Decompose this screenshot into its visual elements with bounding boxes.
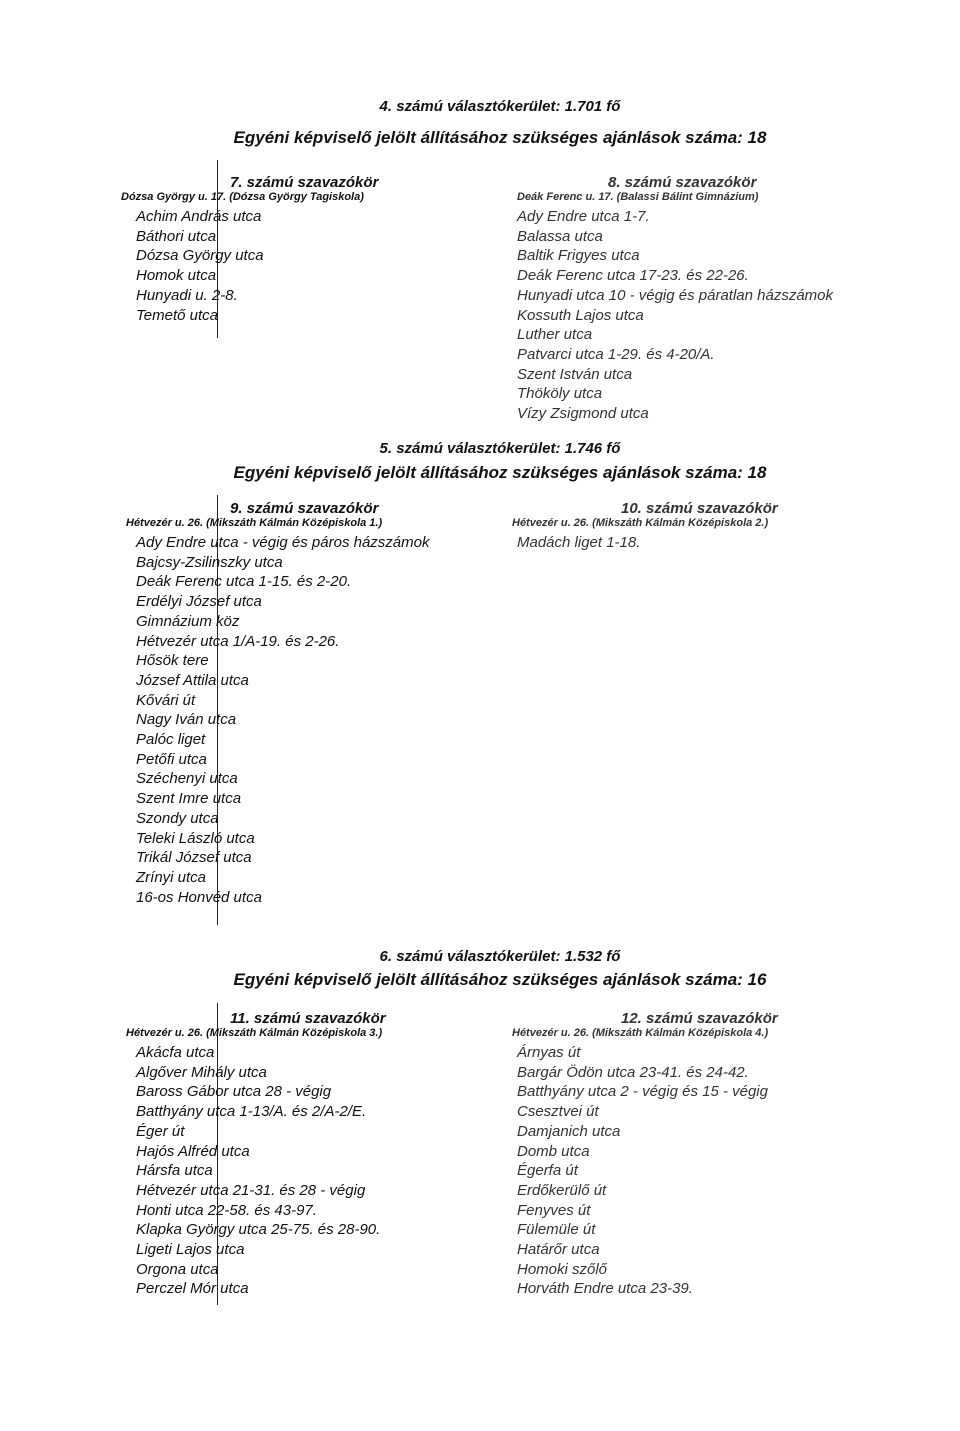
list-item: Vízy Zsigmond utca bbox=[517, 405, 649, 423]
list-item: Ady Endre utca - végig és páros házszámok bbox=[136, 534, 430, 551]
list-item: Bargár Ödön utca 23-41. és 24-42. bbox=[517, 1063, 749, 1081]
list-item: Határőr utca bbox=[517, 1241, 600, 1259]
list-item: Baross Gábor utca 28 - végig bbox=[136, 1083, 332, 1101]
precinct-location: Deák Ferenc u. 17. (Balassi Bálint Gimnázium) bbox=[517, 191, 759, 203]
list-item: Égerfa út bbox=[517, 1162, 578, 1180]
list-item: Teleki László utca bbox=[136, 829, 255, 847]
list-item: Hősök tere bbox=[136, 652, 209, 670]
list-item: Ady Endre utca 1-7. bbox=[517, 208, 650, 225]
list-item: Csesztvei út bbox=[517, 1103, 599, 1121]
list-item: Hétvezér utca 1/A-19. és 2-26. bbox=[136, 632, 340, 650]
precinct-8 bbox=[517, 174, 917, 424]
list-item: Madách liget 1-18. bbox=[517, 534, 641, 551]
list-item: Éger út bbox=[136, 1122, 185, 1140]
list-item: Fenyves út bbox=[517, 1201, 591, 1219]
list-item: Széchenyi utca bbox=[136, 770, 238, 788]
list-item: Hétvezér utca 21-31. és 28 - végig bbox=[136, 1181, 366, 1199]
precinct-10 bbox=[512, 500, 917, 553]
precinct-9 bbox=[126, 500, 516, 907]
list-item: Perczel Mór utca bbox=[136, 1280, 249, 1298]
list-item: Árnyas út bbox=[517, 1044, 581, 1061]
street-list bbox=[136, 1043, 516, 1299]
list-item: Kővári út bbox=[136, 691, 196, 709]
list-item: Erdőkerülő út bbox=[517, 1181, 607, 1199]
list-item: Luther utca bbox=[517, 326, 593, 344]
precinct-title: 10. számú szavazókör bbox=[621, 500, 778, 517]
list-item: Homoki szőlő bbox=[517, 1260, 608, 1278]
requirement-text: Egyéni képviselő jelölt állításához szükséges ajánlások száma: 16 bbox=[233, 970, 767, 989]
district-title: 5. számú választókerület: 1.746 fő bbox=[379, 440, 621, 457]
list-item: Patvarci utca 1-29. és 4-20/A. bbox=[517, 345, 715, 363]
list-item: Ligeti Lajos utca bbox=[136, 1241, 245, 1259]
list-item: 16-os Honvéd utca bbox=[136, 888, 262, 906]
list-item: Batthyány utca 2 - végig és 15 - végig bbox=[517, 1083, 768, 1101]
list-item: Orgona utca bbox=[136, 1260, 219, 1278]
requirement-text: Egyéni képviselő jelölt állításához szükséges ajánlások száma: 18 bbox=[233, 128, 767, 147]
precinct-title: 8. számú szavazókör bbox=[608, 174, 757, 191]
list-item: Gimnázium köz bbox=[136, 612, 240, 630]
list-item: Erdélyi József utca bbox=[136, 593, 262, 611]
list-item: Szent Imre utca bbox=[136, 790, 242, 808]
precinct-12 bbox=[512, 1010, 917, 1299]
list-item: Hársfa utca bbox=[136, 1162, 213, 1180]
list-item: Deák Ferenc utca 1-15. és 2-20. bbox=[136, 573, 352, 591]
list-item: Bajcsy-Zsilinszky utca bbox=[136, 553, 283, 571]
precinct-location: Hétvezér u. 26. (Mikszáth Kálmán Középiskola 1.) bbox=[126, 517, 383, 529]
list-item: Szent István utca bbox=[517, 365, 633, 383]
street-list bbox=[517, 533, 917, 553]
requirement-text: Egyéni képviselő jelölt állításához szükséges ajánlások száma: 18 bbox=[233, 463, 767, 482]
list-item: József Attila utca bbox=[136, 671, 249, 689]
precinct-location: Hétvezér u. 26. (Mikszáth Kálmán Középiskola 3.) bbox=[126, 1027, 383, 1039]
list-item: Nagy Iván utca bbox=[136, 711, 237, 729]
list-item: Achim András utca bbox=[136, 208, 262, 225]
district-title: 6. számú választókerület: 1.532 fő bbox=[379, 948, 621, 965]
list-item: Fülemüle út bbox=[517, 1221, 596, 1239]
list-item: Balassa utca bbox=[517, 227, 603, 245]
list-item: Domb utca bbox=[517, 1142, 590, 1160]
list-item: Hajós Alfréd utca bbox=[136, 1142, 250, 1160]
list-item: Palóc liget bbox=[136, 731, 206, 749]
list-item: Honti utca 22-58. és 43-97. bbox=[136, 1201, 317, 1219]
list-item: Horváth Endre utca 23-39. bbox=[517, 1280, 693, 1298]
list-item: Zrínyi utca bbox=[136, 868, 207, 886]
precinct-location: Hétvezér u. 26. (Mikszáth Kálmán Középiskola 2.) bbox=[512, 517, 769, 529]
precinct-11 bbox=[126, 1010, 516, 1299]
list-item: Hunyadi utca 10 - végig és páratlan házszámok bbox=[517, 286, 834, 304]
list-item: Petőfi utca bbox=[136, 750, 207, 768]
precinct-title: 7. számú szavazókör bbox=[230, 174, 379, 191]
district-title: 4. számú választókerület: 1.701 fő bbox=[379, 98, 621, 115]
list-item: Deák Ferenc utca 17-23. és 22-26. bbox=[517, 267, 749, 285]
list-item: Algőver Mihály utca bbox=[136, 1063, 267, 1081]
street-list bbox=[136, 207, 476, 325]
list-item: Damjanich utca bbox=[517, 1122, 621, 1140]
list-item: Kossuth Lajos utca bbox=[517, 306, 644, 324]
list-item: Homok utca bbox=[136, 267, 217, 285]
list-item: Báthori utca bbox=[136, 227, 217, 245]
list-item: Hunyadi u. 2-8. bbox=[136, 286, 238, 304]
list-item: Dózsa György utca bbox=[136, 247, 264, 265]
list-item: Baltik Frigyes utca bbox=[517, 247, 640, 265]
street-list bbox=[517, 1043, 917, 1299]
list-item: Batthyány utca 1-13/A. és 2/A-2/E. bbox=[136, 1103, 367, 1121]
list-item: Thököly utca bbox=[517, 385, 603, 403]
precinct-title: 12. számú szavazókör bbox=[621, 1010, 778, 1027]
precinct-title: 11. számú szavazókör bbox=[230, 1010, 386, 1027]
street-list bbox=[136, 533, 516, 907]
street-list bbox=[517, 207, 917, 424]
list-item: Akácfa utca bbox=[136, 1044, 215, 1061]
list-item: Temető utca bbox=[136, 306, 218, 324]
list-item: Szondy utca bbox=[136, 809, 219, 827]
precinct-7 bbox=[121, 174, 476, 325]
precinct-title: 9. számú szavazókör bbox=[230, 500, 379, 517]
list-item: Klapka György utca 25-75. és 28-90. bbox=[136, 1221, 381, 1239]
precinct-location: Hétvezér u. 26. (Mikszáth Kálmán Középiskola 4.) bbox=[512, 1027, 769, 1039]
list-item: Trikál József utca bbox=[136, 849, 252, 867]
precinct-location: Dózsa György u. 17. (Dózsa György Tagiskola) bbox=[121, 191, 364, 203]
